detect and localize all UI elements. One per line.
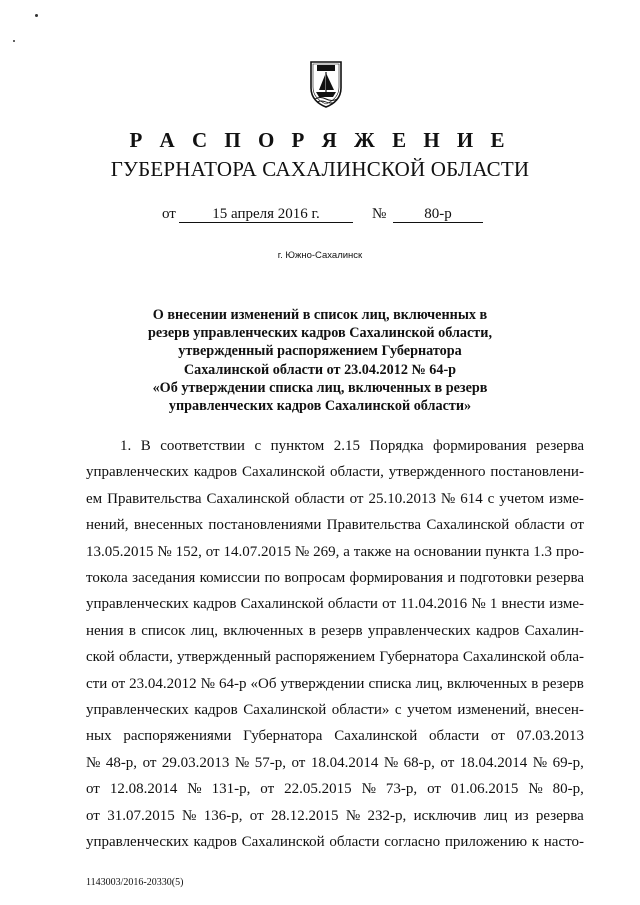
number-sign: № [372, 206, 387, 222]
title-line: резерв управленческих кадров Сахалинской области, [147, 325, 493, 342]
body-line: от 31.07.2015 № 136-р, от 28.12.2015 № 232-р, исключив лиц из резерва [86, 807, 584, 824]
city-label: г. Южно-Сахалинск [277, 250, 363, 261]
document-issuer: ГУБЕРНАТОРА САХАЛИНСКОЙ ОБЛАСТИ [110, 157, 530, 181]
body-line: нения в список лиц, включенных в резерв управленческих кадров Сахалин- [86, 622, 584, 639]
title-line: утвержденный распоряжением Губернатора [178, 343, 462, 360]
body-line: сти от 23.04.2012 № 64-р «Об утверждении списка лиц, включенных в резерв [86, 675, 584, 692]
body-line: токола заседания комиссии по вопросам формирования и подготовки резерва [86, 570, 584, 587]
body-line: от 12.08.2014 № 131-р, от 22.05.2015 № 73-р, от 01.06.2015 № 80-р, [86, 781, 584, 798]
body-line: управленческих кадров Сахалинской области» с учетом изменений, внесен- [86, 702, 584, 719]
document-number: 80-р [393, 206, 483, 223]
body-line: управленческих кадров Сахалинской области от 11.04.2016 № 1 внести изме- [86, 596, 584, 613]
body-line: 13.05.2015 № 152, от 14.07.2015 № 269, а также на основании пункта 1.3 про- [86, 543, 584, 560]
body-line: ем Правительства Сахалинской области от 25.10.2013 № 614 с учетом изме- [86, 490, 584, 507]
document-type: Р А С П О Р Я Ж Е Н И Е [129, 128, 511, 152]
title-line: «Об утверждении списка лиц, включенных в резерв [152, 379, 488, 396]
scan-speck [35, 14, 38, 17]
body-line: управленческих кадров Сахалинской области, утвержденного постановлени- [86, 464, 584, 481]
body-line: нений, внесенных постановлениями Правительства Сахалинской области от [86, 517, 584, 534]
body-text [86, 433, 584, 856]
title-line: управленческих кадров Сахалинской области» [168, 398, 472, 415]
document-title [120, 306, 520, 415]
title-line: Сахалинской области от 23.04.2012 № 64-р [183, 361, 457, 378]
sakhalin-coat-of-arms-icon [308, 60, 344, 109]
body-line: ных распоряжениями Губернатора Сахалинской области от 07.03.2013 [86, 728, 584, 745]
body-line: № 48-р, от 29.03.2013 № 57-р, от 18.04.2014 № 68-р, от 18.04.2014 № 69-р, [86, 754, 584, 771]
scan-speck [13, 40, 15, 42]
document-date: 15 апреля 2016 г. [179, 206, 353, 223]
body-line: управленческих кадров Сахалинской области согласно приложению к насто- [86, 834, 584, 851]
footer-document-code: 1143003/2016-20330(5) [86, 877, 184, 888]
body-line: 1. В соответствии с пунктом 2.15 Порядка формирования резерва [120, 438, 584, 454]
title-line: О внесении изменений в список лиц, включенных в [152, 307, 488, 323]
date-prefix: от [162, 206, 176, 222]
body-line: ской области, утвержденный распоряжением Губернатора Сахалинской обла- [86, 649, 584, 666]
